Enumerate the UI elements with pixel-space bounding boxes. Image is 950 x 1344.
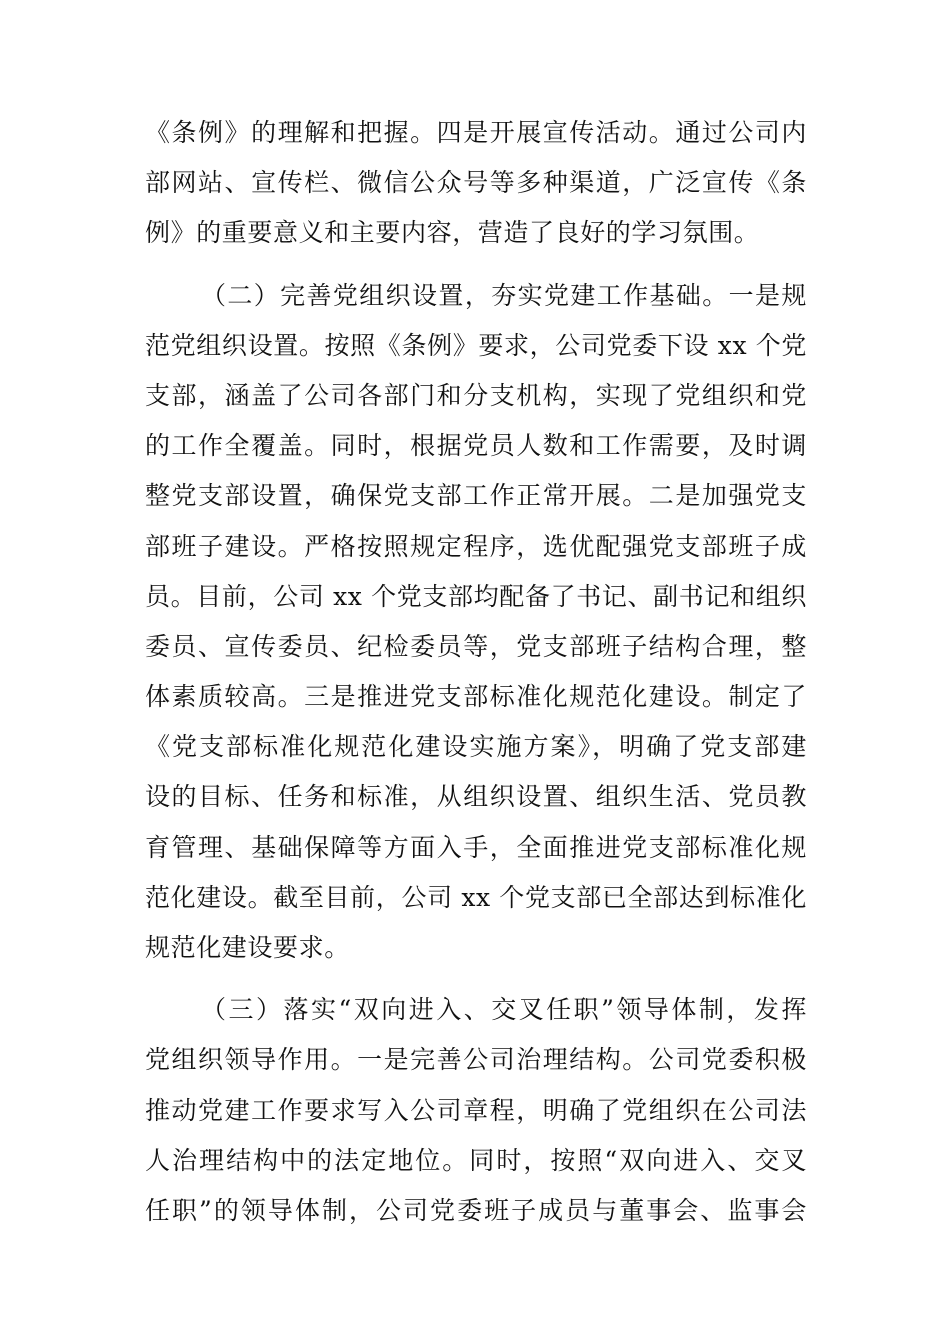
- text-line: 体素质较高。三是推进党支部标准化规范化建设。制定了: [145, 682, 807, 712]
- text-line: （三）落实“双向进入、交叉任职”领导体制，发挥: [201, 995, 807, 1025]
- paragraph-gap: [145, 259, 807, 271]
- text-line: 整党支部设置，确保党支部工作正常开展。二是加强党支: [145, 481, 807, 511]
- text-line: 例》的重要意义和主要内容，营造了良好的学习氛围。: [145, 218, 760, 248]
- paragraph-2: [145, 271, 807, 974]
- text-line: 《党支部标准化规范化建设实施方案》，明确了党支部建: [145, 732, 807, 762]
- text-line: （二）完善党组织设置，夯实党建工作基础。一是规: [201, 280, 807, 310]
- paragraph-3: [145, 985, 807, 1236]
- text-line: 《条例》的理解和把握。四是开展宣传活动。通过公司内: [145, 118, 807, 147]
- text-line: 支部，涵盖了公司各部门和分支机构，实现了党组织和党: [145, 380, 807, 410]
- text-line: 的工作全覆盖。同时，根据党员人数和工作需要，及时调: [145, 431, 807, 461]
- text-line: 员。目前，公司 xx 个党支部均配备了书记、副书记和组织: [145, 581, 807, 611]
- text-line: 人治理结构中的法定地位。同时，按照“双向进入、交叉: [145, 1145, 807, 1175]
- text-line: 委员、宣传委员、纪检委员等，党支部班子结构合理，整: [145, 631, 807, 661]
- text-line: 设的目标、任务和标准，从组织设置、组织生活、党员教: [145, 782, 807, 812]
- paragraph-1: [145, 108, 807, 259]
- text-line: 推动党建工作要求写入公司章程，明确了党组织在公司法: [145, 1095, 807, 1125]
- document-body: [145, 108, 807, 1236]
- text-line: 党组织领导作用。一是完善公司治理结构。公司党委积极: [145, 1045, 807, 1075]
- text-line: 规范化建设要求。: [145, 933, 350, 962]
- text-line: 任职”的领导体制，公司党委班子成员与董事会、监事会: [145, 1195, 807, 1225]
- text-line: 部班子建设。严格按照规定程序，选优配强党支部班子成: [145, 531, 807, 561]
- paragraph-gap: [145, 973, 807, 985]
- text-line: 部网站、宣传栏、微信公众号等多种渠道，广泛宣传《条: [145, 168, 807, 198]
- text-line: 范党组织设置。按照《条例》要求，公司党委下设 xx 个党: [145, 330, 807, 360]
- text-line: 范化建设。截至目前，公司 xx 个党支部已全部达到标准化: [145, 882, 807, 912]
- text-line: 育管理、基础保障等方面入手，全面推进党支部标准化规: [145, 832, 807, 862]
